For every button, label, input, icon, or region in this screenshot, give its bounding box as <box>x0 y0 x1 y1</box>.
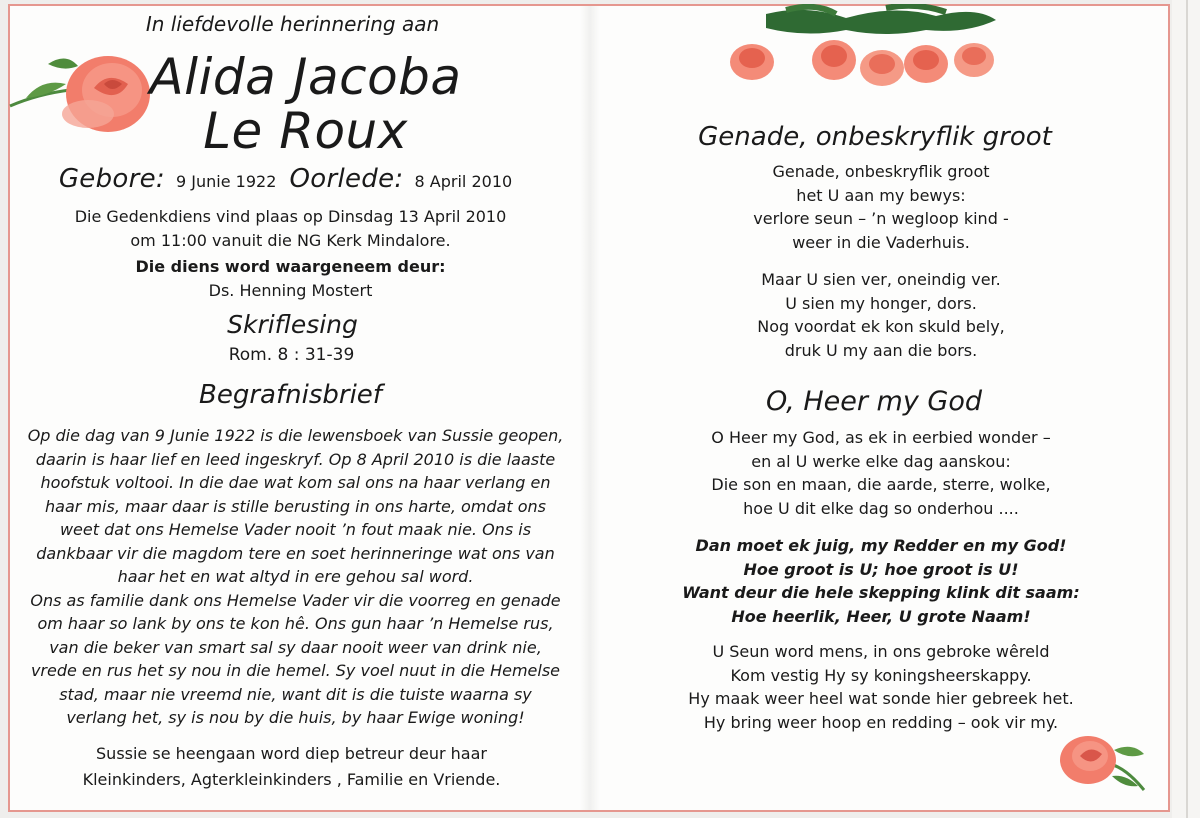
name-line1: Alida Jacoba <box>149 48 462 106</box>
right-page <box>592 0 1170 818</box>
letter-line: van die beker van smart sal sy daar nooit weer van drink nie, <box>49 637 542 657</box>
letter-body <box>8 424 583 730</box>
verse-line: hoe U dit elke dag so onderhou .... <box>743 498 1019 518</box>
verse-line: weer in die Vaderhuis. <box>792 232 970 252</box>
verse-line: verlore seun – ’n wegloop kind - <box>753 209 1009 228</box>
letter-line: vrede en rus het sy nou in die hemel. Sy voel nuut in die Hemelse <box>30 661 561 680</box>
hymn1-title: Genade, onbeskryflik groot <box>698 122 1052 152</box>
left-page <box>8 0 583 818</box>
mourners-line-1: Sussie se heengaan word diep betreur deur haar <box>96 744 487 763</box>
verse-line: Genade, onbeskryflik groot <box>772 162 990 181</box>
intro-line: In liefdevolle herinnering aan <box>145 12 440 36</box>
letter-line: Ons as familie dank ons Hemelse Vader vir die voorreg en genade <box>30 590 561 610</box>
chorus-line: Dan moet ek juig, my Redder en my God! <box>695 536 1067 555</box>
letter-line: stad, maar nie vreemd nie, want dit is die tuiste waarna sy <box>59 684 532 704</box>
rose-icon <box>1052 728 1152 798</box>
hymn2-title: O, Heer my God <box>766 386 982 417</box>
chorus-line: Hoe groot is U; hoe groot is U! <box>743 559 1019 579</box>
reading-heading: Skriflesing <box>227 310 358 339</box>
mourners-line-2: Kleinkinders, Agterkleinkinders , Familie en Vriende. <box>82 770 501 789</box>
verse-line: O Heer my God, as ek in eerbied wonder – <box>711 428 1051 447</box>
hymn2-verse2 <box>592 640 1170 734</box>
letter-line: haar mis, maar daar is stille berusting in ons harte, omdat ons <box>45 496 546 516</box>
born-label: Gebore: <box>58 164 165 194</box>
verse-line: het U aan my bewys: <box>796 185 966 205</box>
letter-line: daarin is haar lief en leed ingeskryf. Op 8 April 2010 is die laaste <box>35 449 556 469</box>
hymn1-verse1 <box>592 160 1170 254</box>
letter-line: haar het en wat altyd in ere gehou sal word. <box>117 567 474 586</box>
name-line2: Le Roux <box>203 102 408 160</box>
verse-line: Nog voordat ek kon skuld bely, <box>757 317 1005 336</box>
verse-line: U sien my honger, dors. <box>785 293 977 313</box>
hymn1-verse2 <box>592 268 1170 362</box>
verse-line: Hy bring weer hoop en redding – ook vir my. <box>703 712 1059 732</box>
service-line-1: Die Gedenkdiens vind plaas op Dinsdag 13 April 2010 <box>74 207 507 226</box>
born-date: 9 Junie 1922 <box>176 172 277 191</box>
verse-line: druk U my aan die bors. <box>784 340 978 360</box>
hymn2-chorus <box>592 534 1170 628</box>
service-line-2: om 11:00 vanuit die NG Kerk Mindalore. <box>130 231 451 250</box>
officiant-name: Ds. Henning Mostert <box>208 281 373 300</box>
reading-ref: Rom. 8 : 31-39 <box>228 345 355 365</box>
letter-line: weet dat ons Hemelse Vader nooit ’n fout maak nie. Ons is <box>59 520 532 539</box>
letter-line: hoofstuk voltooi. In die dae wat kom sal ons na haar verlang en <box>40 473 551 492</box>
letter-line: dankbaar vir die magdom tere en soet herinneringe wat ons van <box>36 543 555 563</box>
died-label: Oorlede: <box>289 164 404 194</box>
letter-line: verlang het, sy is nou by die huis, by haar Ewige woning! <box>66 708 525 727</box>
verse-line: Maar U sien ver, oneindig ver. <box>761 270 1001 289</box>
page-edge-strip <box>1172 0 1200 818</box>
letter-line: Op die dag van 9 Junie 1922 is die lewensboek van Sussie geopen, <box>27 426 564 445</box>
letter-heading: Begrafnisbrief <box>199 380 382 410</box>
verse-line: U Seun word mens, in ons gebroke wêreld <box>712 642 1050 661</box>
died-date: 8 April 2010 <box>414 172 513 191</box>
chorus-line: Want deur die hele skepping klink dit saam: <box>682 583 1080 602</box>
letter-line: om haar so lank by ons te kon hê. Ons gun haar ’n Hemelse rus, <box>37 614 554 633</box>
verse-line: en al U werke elke dag aanskou: <box>751 451 1011 471</box>
officiant-heading: Die diens word waargeneem deur: <box>135 257 446 276</box>
rose-bouquet-icon <box>726 4 1006 86</box>
verse-line: Die son en maan, die aarde, sterre, wolke, <box>711 475 1051 494</box>
verse-line: Hy maak weer heel wat sonde hier gebreek het. <box>688 689 1074 708</box>
chorus-line: Hoe heerlik, Heer, U grote Naam! <box>731 606 1031 626</box>
verse-line: Kom vestig Hy sy koningsheerskappy. <box>730 665 1032 685</box>
hymn2-verse1 <box>592 426 1170 520</box>
dates-line <box>0 164 583 194</box>
